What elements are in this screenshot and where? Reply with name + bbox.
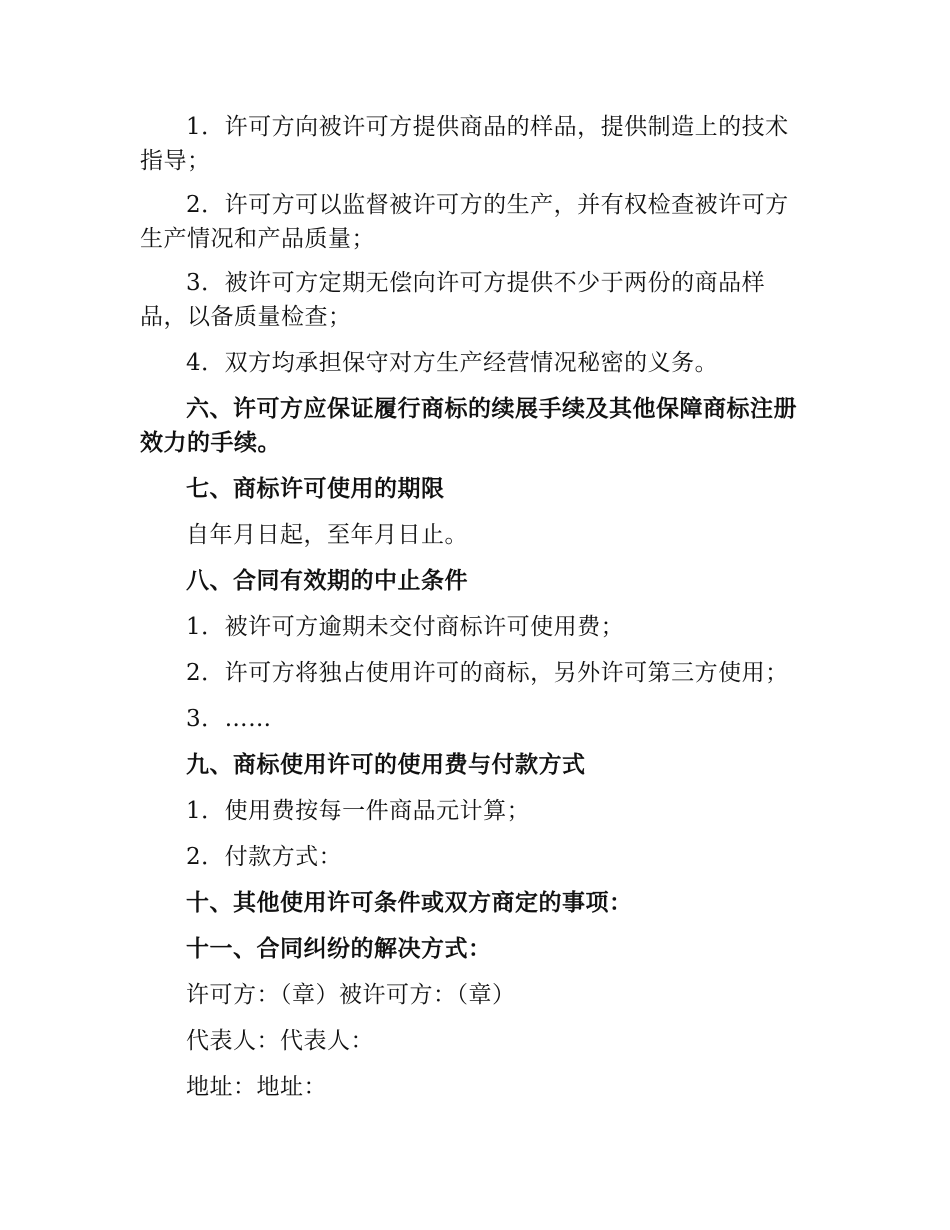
section-6-heading: 六、许可方应保证履行商标的续展手续及其他保障商标注册效力的手续。	[140, 395, 797, 456]
document-page	[140, 110, 812, 1104]
section-9-heading: 九、商标使用许可的使用费与付款方式	[186, 751, 586, 778]
termination-item-1: 1．被许可方逾期未交付商标许可使用费；	[186, 614, 625, 640]
signature-representatives: 代表人：代表人：	[186, 1028, 374, 1054]
term-period-text: 自年月日起，至年月日止。	[186, 522, 468, 548]
termination-item-3: 3．……	[186, 706, 272, 732]
termination-item-2: 2．许可方将独占使用许可的商标，另外许可第三方使用；	[186, 660, 789, 686]
clause-4-confidentiality: 4．双方均承担保守对方生产经营情况秘密的义务。	[186, 350, 719, 376]
signature-addresses: 地址：地址：	[186, 1074, 327, 1100]
section-7-heading: 七、商标许可使用的期限	[186, 475, 445, 502]
clause-2-supervision: 2．许可方可以监督被许可方的生产，并有权检查被许可方生产情况和产品质量；	[140, 192, 789, 252]
section-11-heading: 十一、合同纠纷的解决方式：	[186, 935, 492, 962]
clause-3-quality-samples: 3．被许可方定期无偿向许可方提供不少于两份的商品样品，以备质量检查；	[140, 270, 766, 330]
section-10-heading: 十、其他使用许可条件或双方商定的事项：	[186, 889, 633, 916]
signature-parties: 许可方：（章）被许可方：（章）	[186, 982, 516, 1008]
clause-1-samples: 1．许可方向被许可方提供商品的样品，提供制造上的技术指导；	[140, 114, 789, 174]
fee-item-1: 1．使用费按每一件商品元计算；	[186, 798, 531, 824]
fee-item-2: 2．付款方式：	[186, 844, 343, 870]
section-8-heading: 八、合同有效期的中止条件	[186, 567, 468, 594]
